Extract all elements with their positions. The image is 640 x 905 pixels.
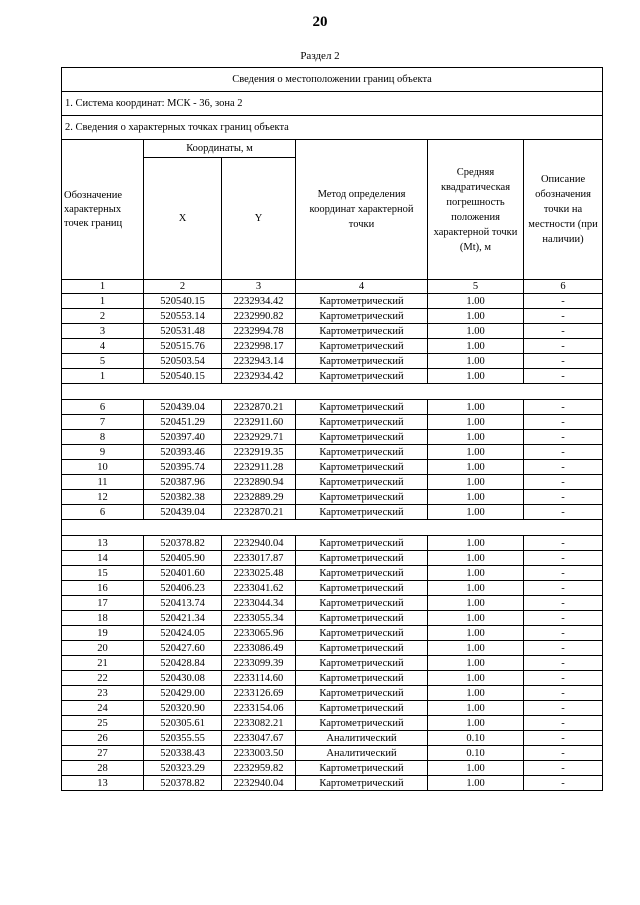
cell-x: 520397.40: [144, 430, 222, 445]
cell-description: -: [524, 686, 603, 701]
table-title: Сведения о местоположении границ объекта: [62, 68, 603, 92]
cell-point: 3: [62, 324, 144, 339]
cell-description: -: [524, 641, 603, 656]
cell-error: 1.00: [428, 761, 524, 776]
cell-point: 22: [62, 671, 144, 686]
cell-method: Картометрический: [296, 490, 428, 505]
cell-y: 2233065.96: [222, 626, 296, 641]
cell-description: -: [524, 339, 603, 354]
cell-description: -: [524, 430, 603, 445]
cell-x: 520424.05: [144, 626, 222, 641]
cell-x: 520338.43: [144, 746, 222, 761]
header-coords: Координаты, м: [144, 140, 296, 158]
points-table: [61, 67, 603, 791]
cell-x: 520320.90: [144, 701, 222, 716]
cell-y: 2232911.60: [222, 415, 296, 430]
cell-error: 1.00: [428, 536, 524, 551]
table-row: [62, 746, 603, 761]
cell-error: 1.00: [428, 475, 524, 490]
cell-point: 18: [62, 611, 144, 626]
cell-point: 2: [62, 309, 144, 324]
page-number: 20: [312, 14, 328, 30]
blank-separator-cell: [62, 384, 603, 400]
cell-y: 2233126.69: [222, 686, 296, 701]
table-row: [62, 716, 603, 731]
blank-separator-cell: [62, 520, 603, 536]
cell-method: Картометрический: [296, 400, 428, 415]
cell-y: 2232911.28: [222, 460, 296, 475]
cell-error: 1.00: [428, 460, 524, 475]
cell-error: 1.00: [428, 641, 524, 656]
cell-point: 7: [62, 415, 144, 430]
cell-x: 520406.23: [144, 581, 222, 596]
cell-error: 1.00: [428, 324, 524, 339]
points-table-body: [62, 68, 603, 791]
cell-point: 13: [62, 536, 144, 551]
cell-point: 21: [62, 656, 144, 671]
cell-method: Картометрический: [296, 505, 428, 520]
cell-point: 23: [62, 686, 144, 701]
cell-error: 1.00: [428, 626, 524, 641]
cell-error: 1.00: [428, 611, 524, 626]
cell-method: Картометрический: [296, 430, 428, 445]
cell-point: 5: [62, 354, 144, 369]
cell-x: 520540.15: [144, 294, 222, 309]
cell-error: 1.00: [428, 309, 524, 324]
cell-point: 26: [62, 731, 144, 746]
cell-method: Картометрический: [296, 324, 428, 339]
cell-point: 6: [62, 505, 144, 520]
cell-point: 9: [62, 445, 144, 460]
header-error: Средняя квадратическая погрешность положения характерной точки (Mt), м: [428, 140, 524, 280]
header-row-top: [62, 140, 603, 158]
table-row: [62, 626, 603, 641]
cell-x: 520413.74: [144, 596, 222, 611]
cell-method: Картометрический: [296, 445, 428, 460]
cell-point: 1: [62, 294, 144, 309]
table-row: [62, 641, 603, 656]
cell-error: 1.00: [428, 415, 524, 430]
cell-error: 1.00: [428, 400, 524, 415]
header-method: Метод определения координат характерной точки: [296, 140, 428, 280]
cell-description: -: [524, 566, 603, 581]
cell-x: 520395.74: [144, 460, 222, 475]
cell-y: 2232929.71: [222, 430, 296, 445]
cell-x: 520553.14: [144, 309, 222, 324]
cell-method: Картометрический: [296, 626, 428, 641]
column-number: 4: [296, 280, 428, 294]
cell-method: Картометрический: [296, 339, 428, 354]
cell-error: 1.00: [428, 581, 524, 596]
cell-method: Картометрический: [296, 671, 428, 686]
cell-y: 2233025.48: [222, 566, 296, 581]
cell-point: 28: [62, 761, 144, 776]
table-row: [62, 671, 603, 686]
cell-y: 2232943.14: [222, 354, 296, 369]
column-number: 5: [428, 280, 524, 294]
cell-description: -: [524, 324, 603, 339]
cell-error: 1.00: [428, 339, 524, 354]
cell-error: 1.00: [428, 490, 524, 505]
cell-method: Картометрический: [296, 566, 428, 581]
cell-point: 10: [62, 460, 144, 475]
cell-method: Картометрический: [296, 294, 428, 309]
cell-error: 1.00: [428, 686, 524, 701]
cell-point: 27: [62, 746, 144, 761]
header-y: Y: [222, 158, 296, 280]
table-row: [62, 686, 603, 701]
cell-y: 2232990.82: [222, 309, 296, 324]
cell-x: 520531.48: [144, 324, 222, 339]
table-row: [62, 475, 603, 490]
cell-error: 0.10: [428, 731, 524, 746]
blank-separator-row: [62, 384, 603, 400]
cell-description: -: [524, 596, 603, 611]
cell-method: Картометрический: [296, 656, 428, 671]
cell-x: 520378.82: [144, 776, 222, 791]
table-row: [62, 490, 603, 505]
cell-method: Картометрический: [296, 415, 428, 430]
cell-error: 1.00: [428, 566, 524, 581]
cell-y: 2233082.21: [222, 716, 296, 731]
table-row: [62, 551, 603, 566]
cell-description: -: [524, 701, 603, 716]
table-row: [62, 731, 603, 746]
cell-description: -: [524, 746, 603, 761]
cell-description: -: [524, 309, 603, 324]
column-number: 1: [62, 280, 144, 294]
table-row: [62, 369, 603, 384]
cell-x: 520405.90: [144, 551, 222, 566]
cell-y: 2232940.04: [222, 536, 296, 551]
cell-x: 520387.96: [144, 475, 222, 490]
cell-x: 520439.04: [144, 505, 222, 520]
cell-description: -: [524, 731, 603, 746]
cell-error: 0.10: [428, 746, 524, 761]
column-number: 6: [524, 280, 603, 294]
cell-method: Картометрический: [296, 596, 428, 611]
cell-y: 2232870.21: [222, 505, 296, 520]
cell-description: -: [524, 475, 603, 490]
header-description: Описание обозначения точки на местности (при наличии): [524, 140, 603, 280]
table-row: [62, 400, 603, 415]
cell-y: 2232934.42: [222, 369, 296, 384]
cell-error: 1.00: [428, 656, 524, 671]
cell-x: 520323.29: [144, 761, 222, 776]
points-heading-text: 2. Сведения о характерных точках границ объекта: [62, 116, 603, 140]
cell-error: 1.00: [428, 354, 524, 369]
cell-description: -: [524, 415, 603, 430]
column-numbers-row: [62, 280, 603, 294]
cell-description: -: [524, 611, 603, 626]
cell-point: 19: [62, 626, 144, 641]
cell-y: 2233041.62: [222, 581, 296, 596]
cell-error: 1.00: [428, 369, 524, 384]
cell-error: 1.00: [428, 716, 524, 731]
cell-x: 520401.60: [144, 566, 222, 581]
cell-method: Картометрический: [296, 309, 428, 324]
cell-point: 4: [62, 339, 144, 354]
cell-y: 2232890.94: [222, 475, 296, 490]
cell-y: 2232959.82: [222, 761, 296, 776]
cell-method: Картометрический: [296, 536, 428, 551]
cell-point: 14: [62, 551, 144, 566]
table-row: [62, 656, 603, 671]
cell-y: 2233099.39: [222, 656, 296, 671]
table-row: [62, 309, 603, 324]
cell-description: -: [524, 536, 603, 551]
cell-description: -: [524, 400, 603, 415]
table-row: [62, 701, 603, 716]
cell-description: -: [524, 505, 603, 520]
cell-point: 20: [62, 641, 144, 656]
cell-method: Аналитический: [296, 746, 428, 761]
cell-method: Картометрический: [296, 475, 428, 490]
cell-description: -: [524, 551, 603, 566]
cell-error: 1.00: [428, 445, 524, 460]
cell-x: 520393.46: [144, 445, 222, 460]
cell-point: 15: [62, 566, 144, 581]
cell-y: 2233154.06: [222, 701, 296, 716]
table-row: [62, 536, 603, 551]
cell-description: -: [524, 445, 603, 460]
cell-x: 520429.00: [144, 686, 222, 701]
cell-y: 2232934.42: [222, 294, 296, 309]
cell-x: 520305.61: [144, 716, 222, 731]
cell-y: 2232889.29: [222, 490, 296, 505]
column-number: 3: [222, 280, 296, 294]
cell-y: 2233055.34: [222, 611, 296, 626]
cell-description: -: [524, 671, 603, 686]
cell-error: 1.00: [428, 776, 524, 791]
cell-y: 2232870.21: [222, 400, 296, 415]
cell-description: -: [524, 460, 603, 475]
section-title: Раздел 2: [300, 50, 340, 62]
cell-x: 520355.55: [144, 731, 222, 746]
points-heading-row: [62, 116, 603, 140]
cell-x: 520427.60: [144, 641, 222, 656]
cell-method: Картометрический: [296, 581, 428, 596]
coord-system-row: [62, 92, 603, 116]
table-row: [62, 324, 603, 339]
cell-x: 520421.34: [144, 611, 222, 626]
cell-y: 2233044.34: [222, 596, 296, 611]
header-point: Обозначение характерных точек границ: [62, 140, 144, 280]
cell-y: 2233086.49: [222, 641, 296, 656]
table-row: [62, 294, 603, 309]
cell-point: 12: [62, 490, 144, 505]
cell-description: -: [524, 369, 603, 384]
cell-error: 1.00: [428, 294, 524, 309]
cell-description: -: [524, 761, 603, 776]
coord-system-text: 1. Система координат: МСК - 36, зона 2: [62, 92, 603, 116]
cell-point: 6: [62, 400, 144, 415]
cell-y: 2232994.78: [222, 324, 296, 339]
cell-method: Картометрический: [296, 641, 428, 656]
cell-description: -: [524, 354, 603, 369]
cell-point: 11: [62, 475, 144, 490]
cell-x: 520515.76: [144, 339, 222, 354]
cell-point: 17: [62, 596, 144, 611]
cell-method: Картометрический: [296, 686, 428, 701]
table-row: [62, 430, 603, 445]
table-row: [62, 354, 603, 369]
cell-description: -: [524, 716, 603, 731]
table-row: [62, 761, 603, 776]
cell-x: 520540.15: [144, 369, 222, 384]
cell-error: 1.00: [428, 430, 524, 445]
cell-method: Картометрический: [296, 354, 428, 369]
cell-description: -: [524, 581, 603, 596]
cell-point: 8: [62, 430, 144, 445]
cell-y: 2232940.04: [222, 776, 296, 791]
cell-error: 1.00: [428, 551, 524, 566]
table-row: [62, 611, 603, 626]
table-title-row: [62, 68, 603, 92]
cell-x: 520503.54: [144, 354, 222, 369]
cell-y: 2233114.60: [222, 671, 296, 686]
cell-method: Картометрический: [296, 761, 428, 776]
cell-method: Картометрический: [296, 551, 428, 566]
cell-error: 1.00: [428, 505, 524, 520]
cell-description: -: [524, 294, 603, 309]
cell-error: 1.00: [428, 596, 524, 611]
header-x: X: [144, 158, 222, 280]
cell-x: 520382.38: [144, 490, 222, 505]
table-row: [62, 776, 603, 791]
cell-x: 520428.84: [144, 656, 222, 671]
cell-method: Картометрический: [296, 716, 428, 731]
table-row: [62, 460, 603, 475]
cell-x: 520439.04: [144, 400, 222, 415]
cell-method: Картометрический: [296, 369, 428, 384]
cell-y: 2233003.50: [222, 746, 296, 761]
cell-x: 520378.82: [144, 536, 222, 551]
cell-point: 25: [62, 716, 144, 731]
cell-description: -: [524, 776, 603, 791]
blank-separator-row: [62, 520, 603, 536]
cell-method: Картометрический: [296, 776, 428, 791]
cell-method: Картометрический: [296, 611, 428, 626]
cell-description: -: [524, 490, 603, 505]
cell-error: 1.00: [428, 701, 524, 716]
cell-description: -: [524, 656, 603, 671]
table-row: [62, 445, 603, 460]
cell-method: Картометрический: [296, 460, 428, 475]
cell-point: 13: [62, 776, 144, 791]
cell-point: 16: [62, 581, 144, 596]
table-row: [62, 566, 603, 581]
cell-x: 520451.29: [144, 415, 222, 430]
cell-error: 1.00: [428, 671, 524, 686]
column-number: 2: [144, 280, 222, 294]
table-row: [62, 339, 603, 354]
cell-y: 2233047.67: [222, 731, 296, 746]
cell-point: 24: [62, 701, 144, 716]
cell-description: -: [524, 626, 603, 641]
table-row: [62, 415, 603, 430]
cell-point: 1: [62, 369, 144, 384]
cell-method: Аналитический: [296, 731, 428, 746]
cell-y: 2233017.87: [222, 551, 296, 566]
cell-x: 520430.08: [144, 671, 222, 686]
table-row: [62, 581, 603, 596]
table-row: [62, 505, 603, 520]
cell-y: 2232998.17: [222, 339, 296, 354]
cell-method: Картометрический: [296, 701, 428, 716]
cell-y: 2232919.35: [222, 445, 296, 460]
table-row: [62, 596, 603, 611]
